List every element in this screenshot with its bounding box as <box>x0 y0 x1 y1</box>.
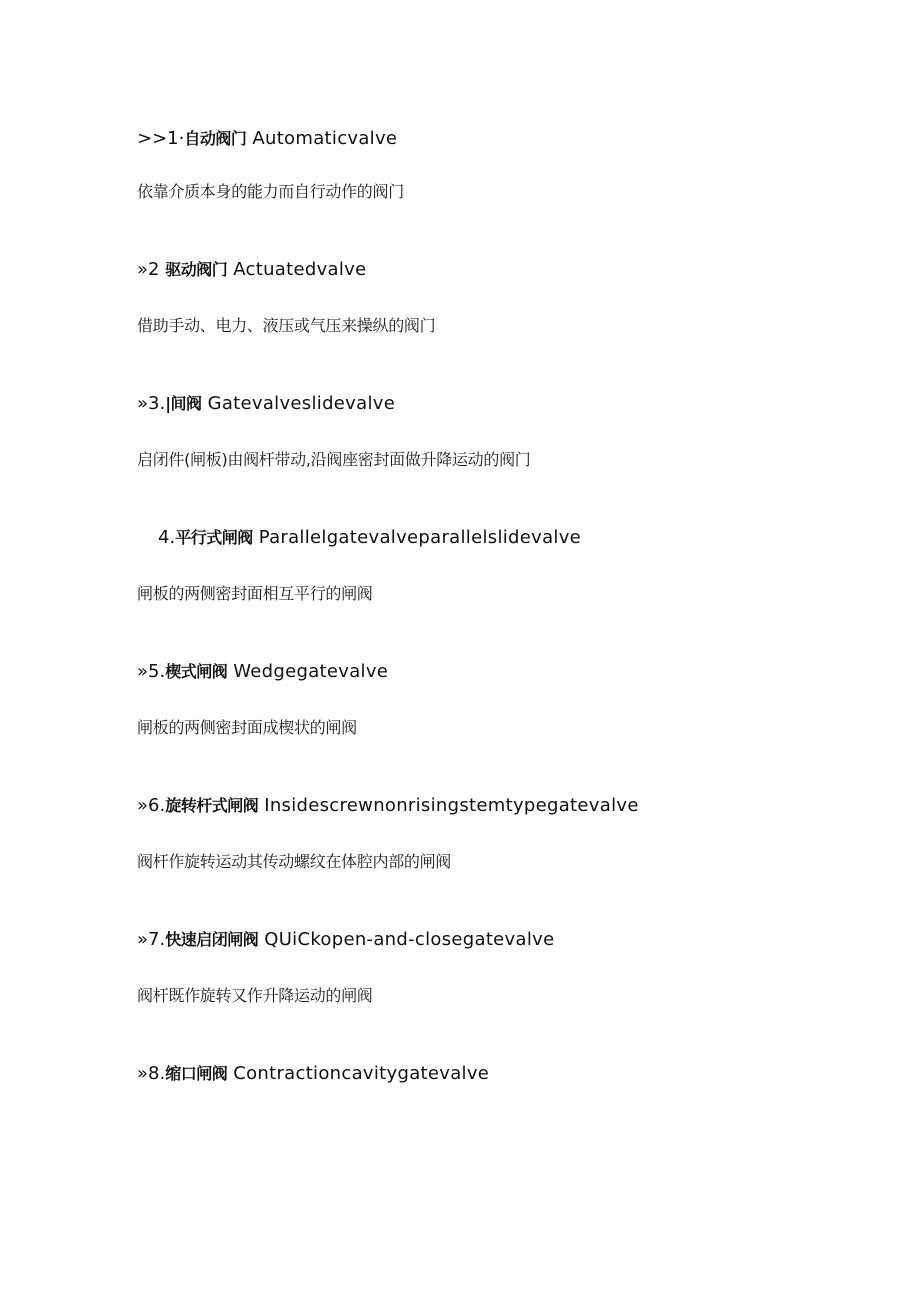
entry-6-description: 阀杆作旋转运动其传动螺纹在体腔内部的闸阀 <box>137 852 452 871</box>
entry-5-description: 闸板的两侧密封面成楔状的闸阀 <box>137 718 357 737</box>
entry-8-number: »8. <box>137 1063 166 1084</box>
entry-5-chinese-term: 楔式闸阀 <box>165 662 228 681</box>
entry-2-description: 借助手动、电力、液压或气压来操纵的阀门 <box>137 316 436 335</box>
entry-1-heading <box>137 127 397 151</box>
entry-5-english-term: Wedgegatevalve <box>227 661 389 682</box>
entry-1-description: 依靠介质本身的能力而自行动作的阀门 <box>137 182 404 201</box>
entry-3-english-term: Gatevalveslidevalve <box>201 393 396 414</box>
entry-5-heading <box>137 660 388 684</box>
entry-7-heading <box>137 928 554 952</box>
entry-8-chinese-term: 缩口闸阀 <box>165 1064 228 1083</box>
entry-2-heading <box>137 258 366 282</box>
entry-4-chinese-term: 平行式闸阀 <box>175 528 253 547</box>
entry-6-chinese-term: 旋转杆式闸阀 <box>165 796 259 815</box>
entry-2-chinese-term: 驱动阀门 <box>165 260 228 279</box>
entry-1-chinese-term: 自动阀门 <box>184 129 247 148</box>
entry-4-english-term: Parallelgatevalveparallelslidevalve <box>252 527 582 548</box>
entry-1-number: >>1· <box>137 128 185 149</box>
entry-4-number: 4. <box>158 527 176 548</box>
entry-6-number: »6. <box>137 795 166 816</box>
entry-3-description: 启闭件(闸板)由阀杆带动,沿阀座密封面做升降运动的阀门 <box>137 450 531 469</box>
entry-7-chinese-term: 快速启闭闸阀 <box>165 930 259 949</box>
entry-8-english-term: Contractioncavitygatevalve <box>227 1063 490 1084</box>
entry-3-heading <box>137 392 395 416</box>
entry-4-description: 闸板的两侧密封面相互平行的闸阀 <box>137 584 373 603</box>
entry-1-english-term: Automaticvalve <box>246 128 398 149</box>
entry-7-english-term: QUiCkopen-and-closegatevalve <box>258 929 555 950</box>
entry-6-heading <box>137 794 639 818</box>
entry-2-english-term: Actuatedvalve <box>227 259 367 280</box>
entry-3-number: »3. <box>137 393 166 414</box>
entry-2-number: »2 <box>137 259 166 280</box>
entry-3-chinese-term: |间阀 <box>165 394 202 413</box>
entry-6-english-term: Insidescrewnonrisingstemtypegatevalve <box>258 795 639 816</box>
entry-5-number: »5. <box>137 661 166 682</box>
entry-7-number: »7. <box>137 929 166 950</box>
entry-7-description: 阀杆既作旋转又作升降运动的闸阀 <box>137 986 373 1005</box>
entry-8-heading <box>137 1062 489 1086</box>
entry-4-heading <box>158 526 581 550</box>
